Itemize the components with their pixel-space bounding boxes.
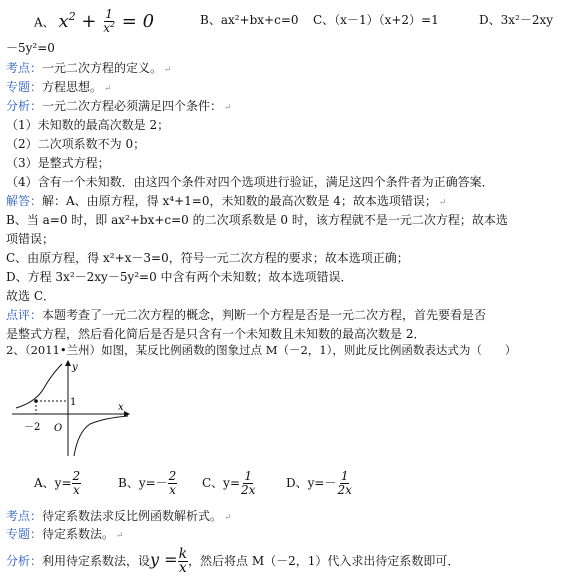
condition-4: （4）含有一个未知数．由这四个条件对四个选项进行验证，满足这四个条件者为正确答案． (6, 175, 494, 189)
fenxi-tag: 分析： (6, 99, 43, 113)
q2-kaodian: 考点：待定系数法求反比例函数解析式。 ↵ (6, 509, 232, 523)
option-prefix: B、y=－ (118, 476, 168, 490)
fenxi-post: ，然后将点 M（－2，1）代入求出待定系数即可． (188, 554, 460, 568)
fenxi-den: x (178, 560, 187, 576)
jieda-c: C、由原方程，得 x²+x－3=0，符号一元二次方程的要求；故本选项正确； (6, 251, 409, 265)
origin-label: O (54, 423, 63, 434)
q1-option-d: D、3x²－2xy (479, 13, 554, 27)
kaodian-text: 待定系数法求反比例函数解析式。 (42, 509, 223, 523)
option-prefix: A、y= (34, 476, 72, 490)
frac-den: x (72, 483, 80, 497)
q1-option-c: C、（x－1）（x+2）=1 (313, 13, 439, 27)
q1-zhuanti: 专题：方程思想。 ↵ (6, 80, 112, 94)
frac-num: 1 (340, 469, 349, 483)
q1-option-d-continued: －5y²=0 (6, 41, 55, 55)
tick-neg-two: －2 (24, 422, 41, 433)
option-prefix: D、y=－ (286, 476, 337, 490)
jieda-b-line1: B、当 a=0 时，即 ax²+bx+c=0 的二次项系数是 0 时，该方程就不是一元二次方程；故本选 (6, 213, 508, 227)
q1-option-a (34, 8, 154, 35)
dianping-text-2: 是整式方程，然后看化简后是否是只含有一个未知数且未知数的最高次数是 2． (6, 327, 426, 341)
fenxi-tag: 分析： (6, 554, 43, 568)
guxuan: 故选 C． (6, 289, 55, 303)
q2-option-b (118, 470, 177, 497)
option-prefix: C、y= (202, 476, 241, 490)
q1-dianping (6, 307, 486, 323)
q1-kaodian: 考点：一元二次方程的定义。 ↵ (6, 61, 172, 75)
q1-jieda: 解答：解：A、由原方程，得 x⁴+1=0，未知数的最高次数是 4；故本选项错误； ↵ (6, 194, 447, 208)
condition-2: （2）二次项系数不为 0； (6, 137, 146, 151)
frac-num: 1 (244, 469, 253, 483)
curve-second-quadrant (16, 364, 62, 408)
q2-zhuanti: 专题：待定系数法。 ↵ (6, 527, 124, 541)
zhuanti-tag: 专题： (6, 527, 43, 541)
q2-stem: 2、（2011•兰州）如图，某反比例函数的图象过点 M（－2，1），则此反比例函数表达式为（ ） (6, 343, 517, 357)
frac-num: 2 (72, 469, 81, 483)
curve-fourth-quadrant (74, 416, 128, 456)
q2-option-c (202, 470, 256, 497)
dianping-tag: 点评： (6, 308, 43, 322)
fenxi-num: k (178, 546, 188, 562)
q1-fenxi: 分析：一元二次方程必须满足四个条件： ↵ (6, 99, 232, 113)
y-label: y (72, 362, 78, 373)
frac-den: 2x (241, 483, 256, 497)
frac-den: x (169, 483, 176, 497)
zhuanti-tag: 专题： (6, 80, 43, 94)
frac-den: 2x (337, 483, 352, 497)
y-axis-arrow (65, 360, 71, 366)
q2-option-a (34, 470, 81, 497)
jieda-a: 解：A、由原方程，得 x⁴+1=0，未知数的最高次数是 4；故本选项错误； (42, 194, 437, 208)
condition-1: （1）未知数的最高次数是 2； (6, 118, 170, 132)
dianping-text-1: 本题考查了一元二次方程的概念，判断一个方程是否是一元二次方程，首先要看是否 (42, 308, 487, 322)
fenxi-pre: 利用待定系数法，设 (42, 554, 151, 568)
jieda-d: D、方程 3x²－2xy－5y²=0 中含有两个未知数；故本选项错误． (6, 270, 353, 284)
frac-num: 2 (168, 469, 177, 483)
point-m (34, 399, 38, 403)
zhuanti-text: 待定系数法。 (42, 527, 115, 541)
fenxi-y: y = (150, 550, 178, 569)
x-label: x (118, 402, 124, 413)
fenxi-text: 一元二次方程必须满足四个条件： (42, 99, 223, 113)
option-a-equation: $x^2$ + $\frac{1}{x^2}$ = 0 (58, 7, 155, 35)
option-a-label: A、 (34, 15, 55, 30)
kaodian-tag: 考点： (6, 61, 43, 75)
jieda-b-line2: 项错误； (6, 232, 55, 246)
tick-one: 1 (70, 397, 77, 408)
kaodian-tag: 考点： (6, 509, 43, 523)
jieda-tag: 解答： (6, 194, 43, 208)
kaodian-text: 一元二次方程的定义。 (42, 61, 163, 75)
inverse-function-graph (6, 358, 136, 458)
q1-option-b: B、ax²+bx+c=0 (200, 13, 299, 27)
zhuanti-text: 方程思想。 (42, 80, 103, 94)
q2-option-d (286, 470, 353, 497)
q2-fenxi (6, 548, 459, 575)
condition-3: （3）是整式方程； (6, 156, 110, 170)
